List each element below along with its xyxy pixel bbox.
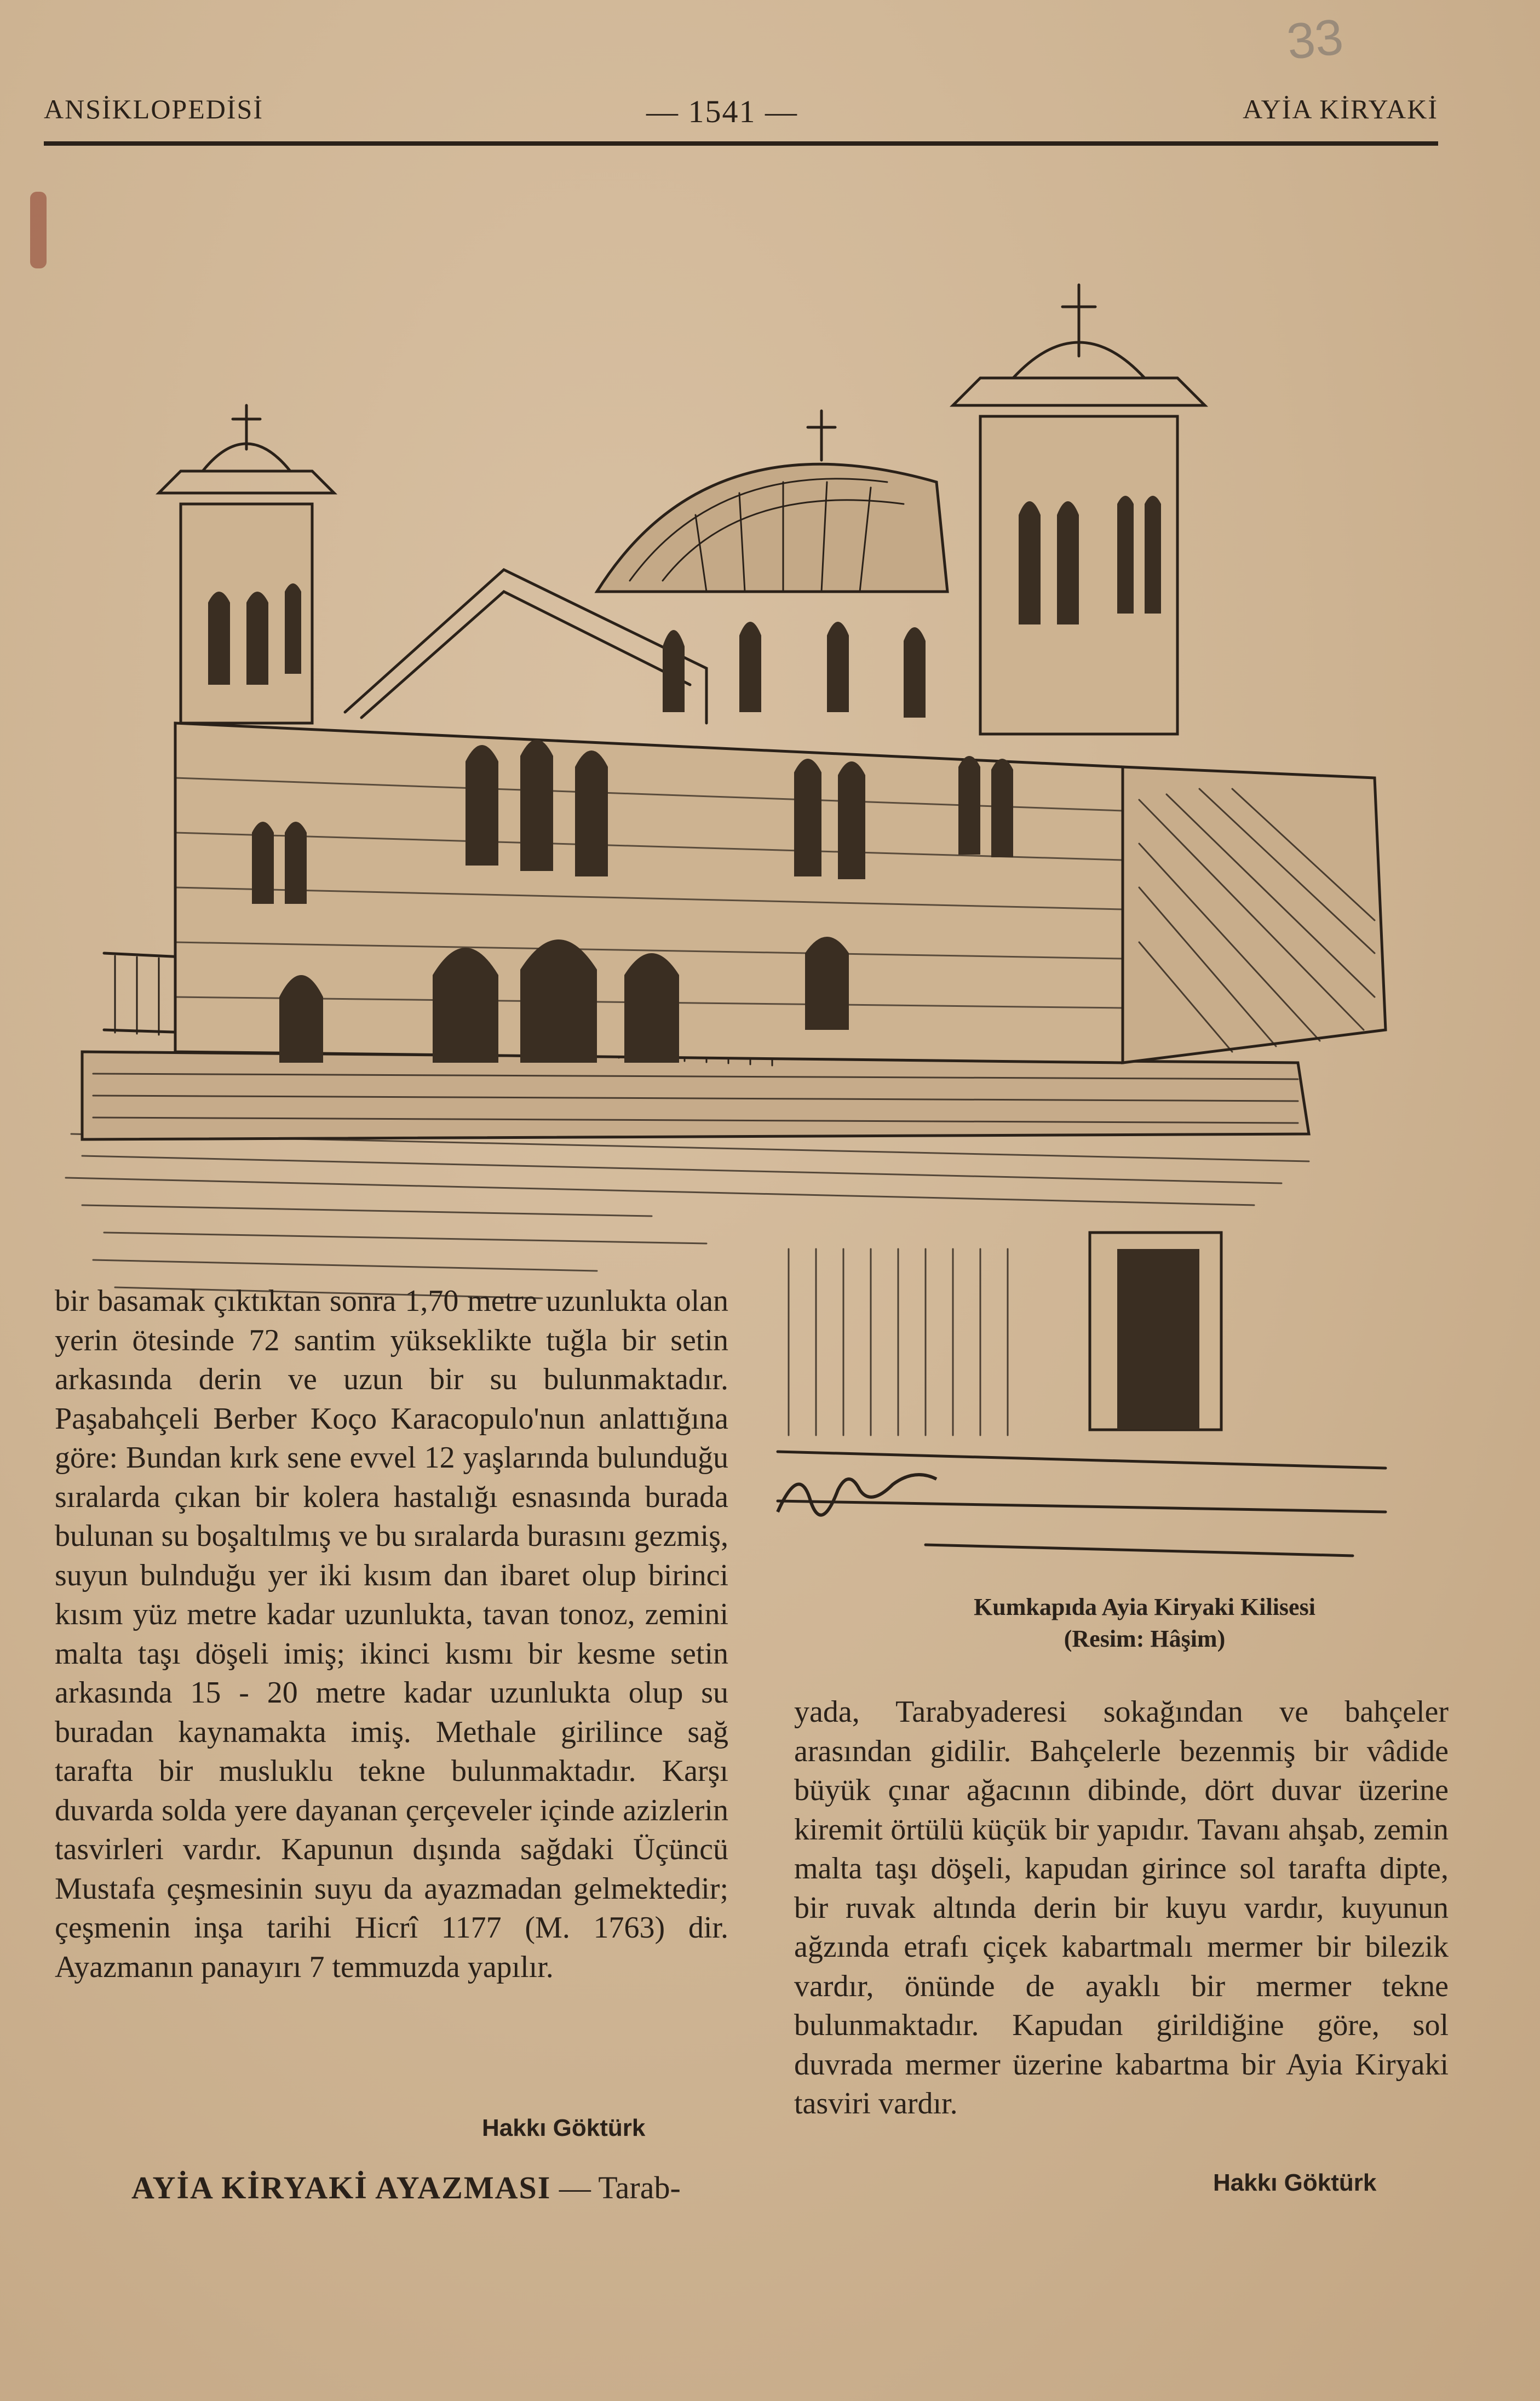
caption-credit: (Resim: Hâşim) — [1064, 1625, 1226, 1652]
header-left: ANSİKLOPEDİSİ — [44, 94, 263, 124]
left-signature: Hakkı Göktürk — [482, 2115, 646, 2141]
article-heading — [131, 2169, 728, 2206]
left-column-paragraph: bir basamak çıktıktan sonra 1,70 metre uzunlukta olan yerin ötesinde 72 santim yükseklikte tuğla bir setin arkasında derin ve uzun bir su bulunmaktadır. Paşabahçeli Berber Koço Karacopulo'nun anlattığına göre: Bundan kırk sene evvel 12 yaşlarında bulunduğu sıralarda çıkan bir kolera hastalığı esnasında burada bulunan su boşaltılmış ve bu sıralarda burasını gezmiş, suyun bulnduğu yer iki kısım dan ibaret olup birinci kısım yüz metre kadar uzunlukta, tavan tonoz, zemini malta taşı döşeli imiş; ikinci kısmı bir kesme setin arkasında 15 - 20 metre kadar uzunlukta olup su buradan kaynamakta imiş. Methale girilince sağ tarafta bir musluklu tekne bulunmaktadır. Karşı duvarda solda yere dayanan çerçeveler içinde azizlerin tasvirleri vardır. Kapunun dışında sağdaki Üçüncü Mustafa çeşmesinin suyu da ayazmadan gelmektedir; çeşmenin inşa tarihi Hicrî 1177 (M. 1763) dir. Ayazmanın panayırı 7 temmuzda yapılır. — [55, 1284, 728, 1984]
right-column-paragraph: yada, Tarabyaderesi sokağından ve bahçeler arasından gidilir. Bahçelerle bezenmiş bir vâdide büyük çınar ağacının dibinde, dört duvar üzerine kiremit örtülü küçük bir yapıdır. Tavanı ahşab, zemin malta taşı döşeli, kapudan girince sol tarafta dipte, bir ruvak altında derin bir kuyu vardır, kuyunun ağzında etrafı çiçek kabartmalı mermer bir bilezik vardır, önünde de ayaklı bir mermer tekne bulunmaktadır. Kapudan girildiğine göre, sol duvrada mermer üzerine kabartma bir Ayia Kiryaki tasviri vardır. — [794, 1695, 1449, 2121]
running-header — [44, 82, 1438, 148]
caption-title: Kumkapıda Ayia Kiryaki Kilisesi — [974, 1594, 1315, 1620]
page-number: — 1541 — — [646, 94, 798, 129]
article-title-continuation: — Tarab- — [559, 2170, 681, 2205]
figure-caption — [871, 1591, 1418, 1655]
header-right: AYİA KİRYAKİ — [1243, 94, 1438, 124]
article-title: AYİA KİRYAKİ AYAZMASI — [131, 2170, 551, 2205]
handwritten-page-note: 33 — [1284, 8, 1346, 71]
margin-stain — [30, 192, 47, 268]
header-rule — [44, 141, 1438, 146]
left-column-text — [55, 1282, 728, 1987]
artist-signature — [778, 1475, 936, 1515]
right-signature: Hakkı Göktürk — [1213, 2169, 1377, 2196]
right-column-text — [794, 1693, 1449, 2124]
